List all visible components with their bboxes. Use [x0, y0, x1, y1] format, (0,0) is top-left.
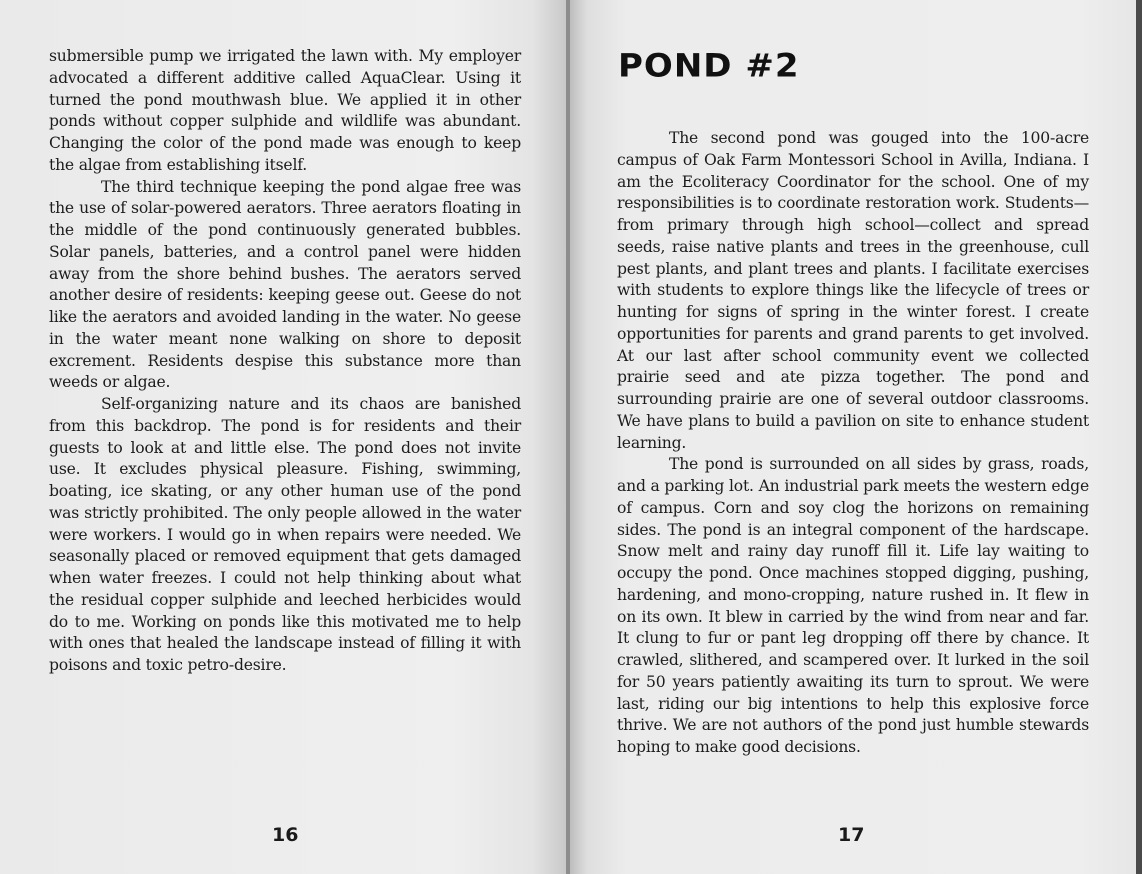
right-page-body — [617, 128, 1089, 759]
left-page — [0, 0, 566, 874]
right-page — [570, 0, 1136, 874]
left-page-body — [49, 46, 521, 677]
right-paragraph-2: The pond is surrounded on all sides by grass, roads, and a parking lot. An industrial park meets the western edge of campus. Corn and soy clog the horizons on remaining sides. The pond is an integral component of the hardscape. Snow melt and rainy day runoff fill it. Life lay waiting to occupy the pond. Once machines stopped digging, pushing, hardening, and mono-cropping, nature rushed in. It flew in on its own. It blew in carried by the wind from near and far. It clung to fur or pant leg dropping off there by chance. It crawled, slithered, and scampered over. It lurked in the soil for 50 years patiently awaiting its turn to sprout. We were last, riding our big intentions to help this explosive force thrive. We are not authors of the pond just humble stewards hoping to make good decisions. — [617, 455, 1089, 756]
page-number-left: 16 — [272, 824, 299, 846]
left-paragraph-2: The third technique keeping the pond algae free was the use of solar-powered aerators. Three aerators floating in the middle of the pond continuously generated bubbles. Solar panels, batteries, and a control panel were hidden away from the shore behind bushes. The aerators served another desire of residents: keeping geese out. Geese do not like the aerators and avoided landing in the water. No geese in the water meant none walking on shore to deposit excrement. Residents despise this substance more than weeds or algae. — [49, 177, 521, 392]
right-paragraph-1: The second pond was gouged into the 100-acre campus of Oak Farm Montessori School in Avilla, Indiana. I am the Ecoliteracy Coordinator for the school. One of my responsibilities is to coordinate restoration work. Students—from primary through high school—collect and spread seeds, raise native plants and trees in the greenhouse, cull pest plants, and plant trees and plants. I facilitate exercises with students to explore things like the lifecycle of trees or hunting for signs of spring in the winter forest. I create opportunities for parents and grand parents to get involved. At our last after school community event we collected prairie seed and ate pizza together. The pond and surrounding prairie are one of several outdoor classrooms. We have plans to build a pavilion on site to enhance student learning. — [617, 129, 1089, 452]
chapter-heading: POND #2 — [618, 47, 800, 85]
left-paragraph-1: submersible pump we irrigated the lawn with. My employer advocated a different additive called AquaClear. Using it turned the pond mouthwash blue. We applied it in other ponds without copper sulphide and wildlife was abundant. Changing the color of the pond made was enough to keep the algae from establishing itself. — [49, 47, 521, 174]
left-paragraph-3: Self-organizing nature and its chaos are banished from this backdrop. The pond is for residents and their guests to look at and little else. The pond does not invite use. It excludes physical pleasure. Fishing, swimming, boating, ice skating, or any other human use of the pond was strictly prohibited. The only people allowed in the water were workers. I would go in when repairs were needed. We seasonally placed or removed equipment that gets damaged when water freezes. I could not help thinking about what the residual copper sulphide and leeched herbicides would do to me. Working on ponds like this motivated me to help with ones that healed the landscape instead of filling it with poisons and toxic petro-desire. — [49, 395, 521, 674]
scan-edge — [1136, 0, 1142, 874]
page-number-right: 17 — [838, 824, 865, 846]
